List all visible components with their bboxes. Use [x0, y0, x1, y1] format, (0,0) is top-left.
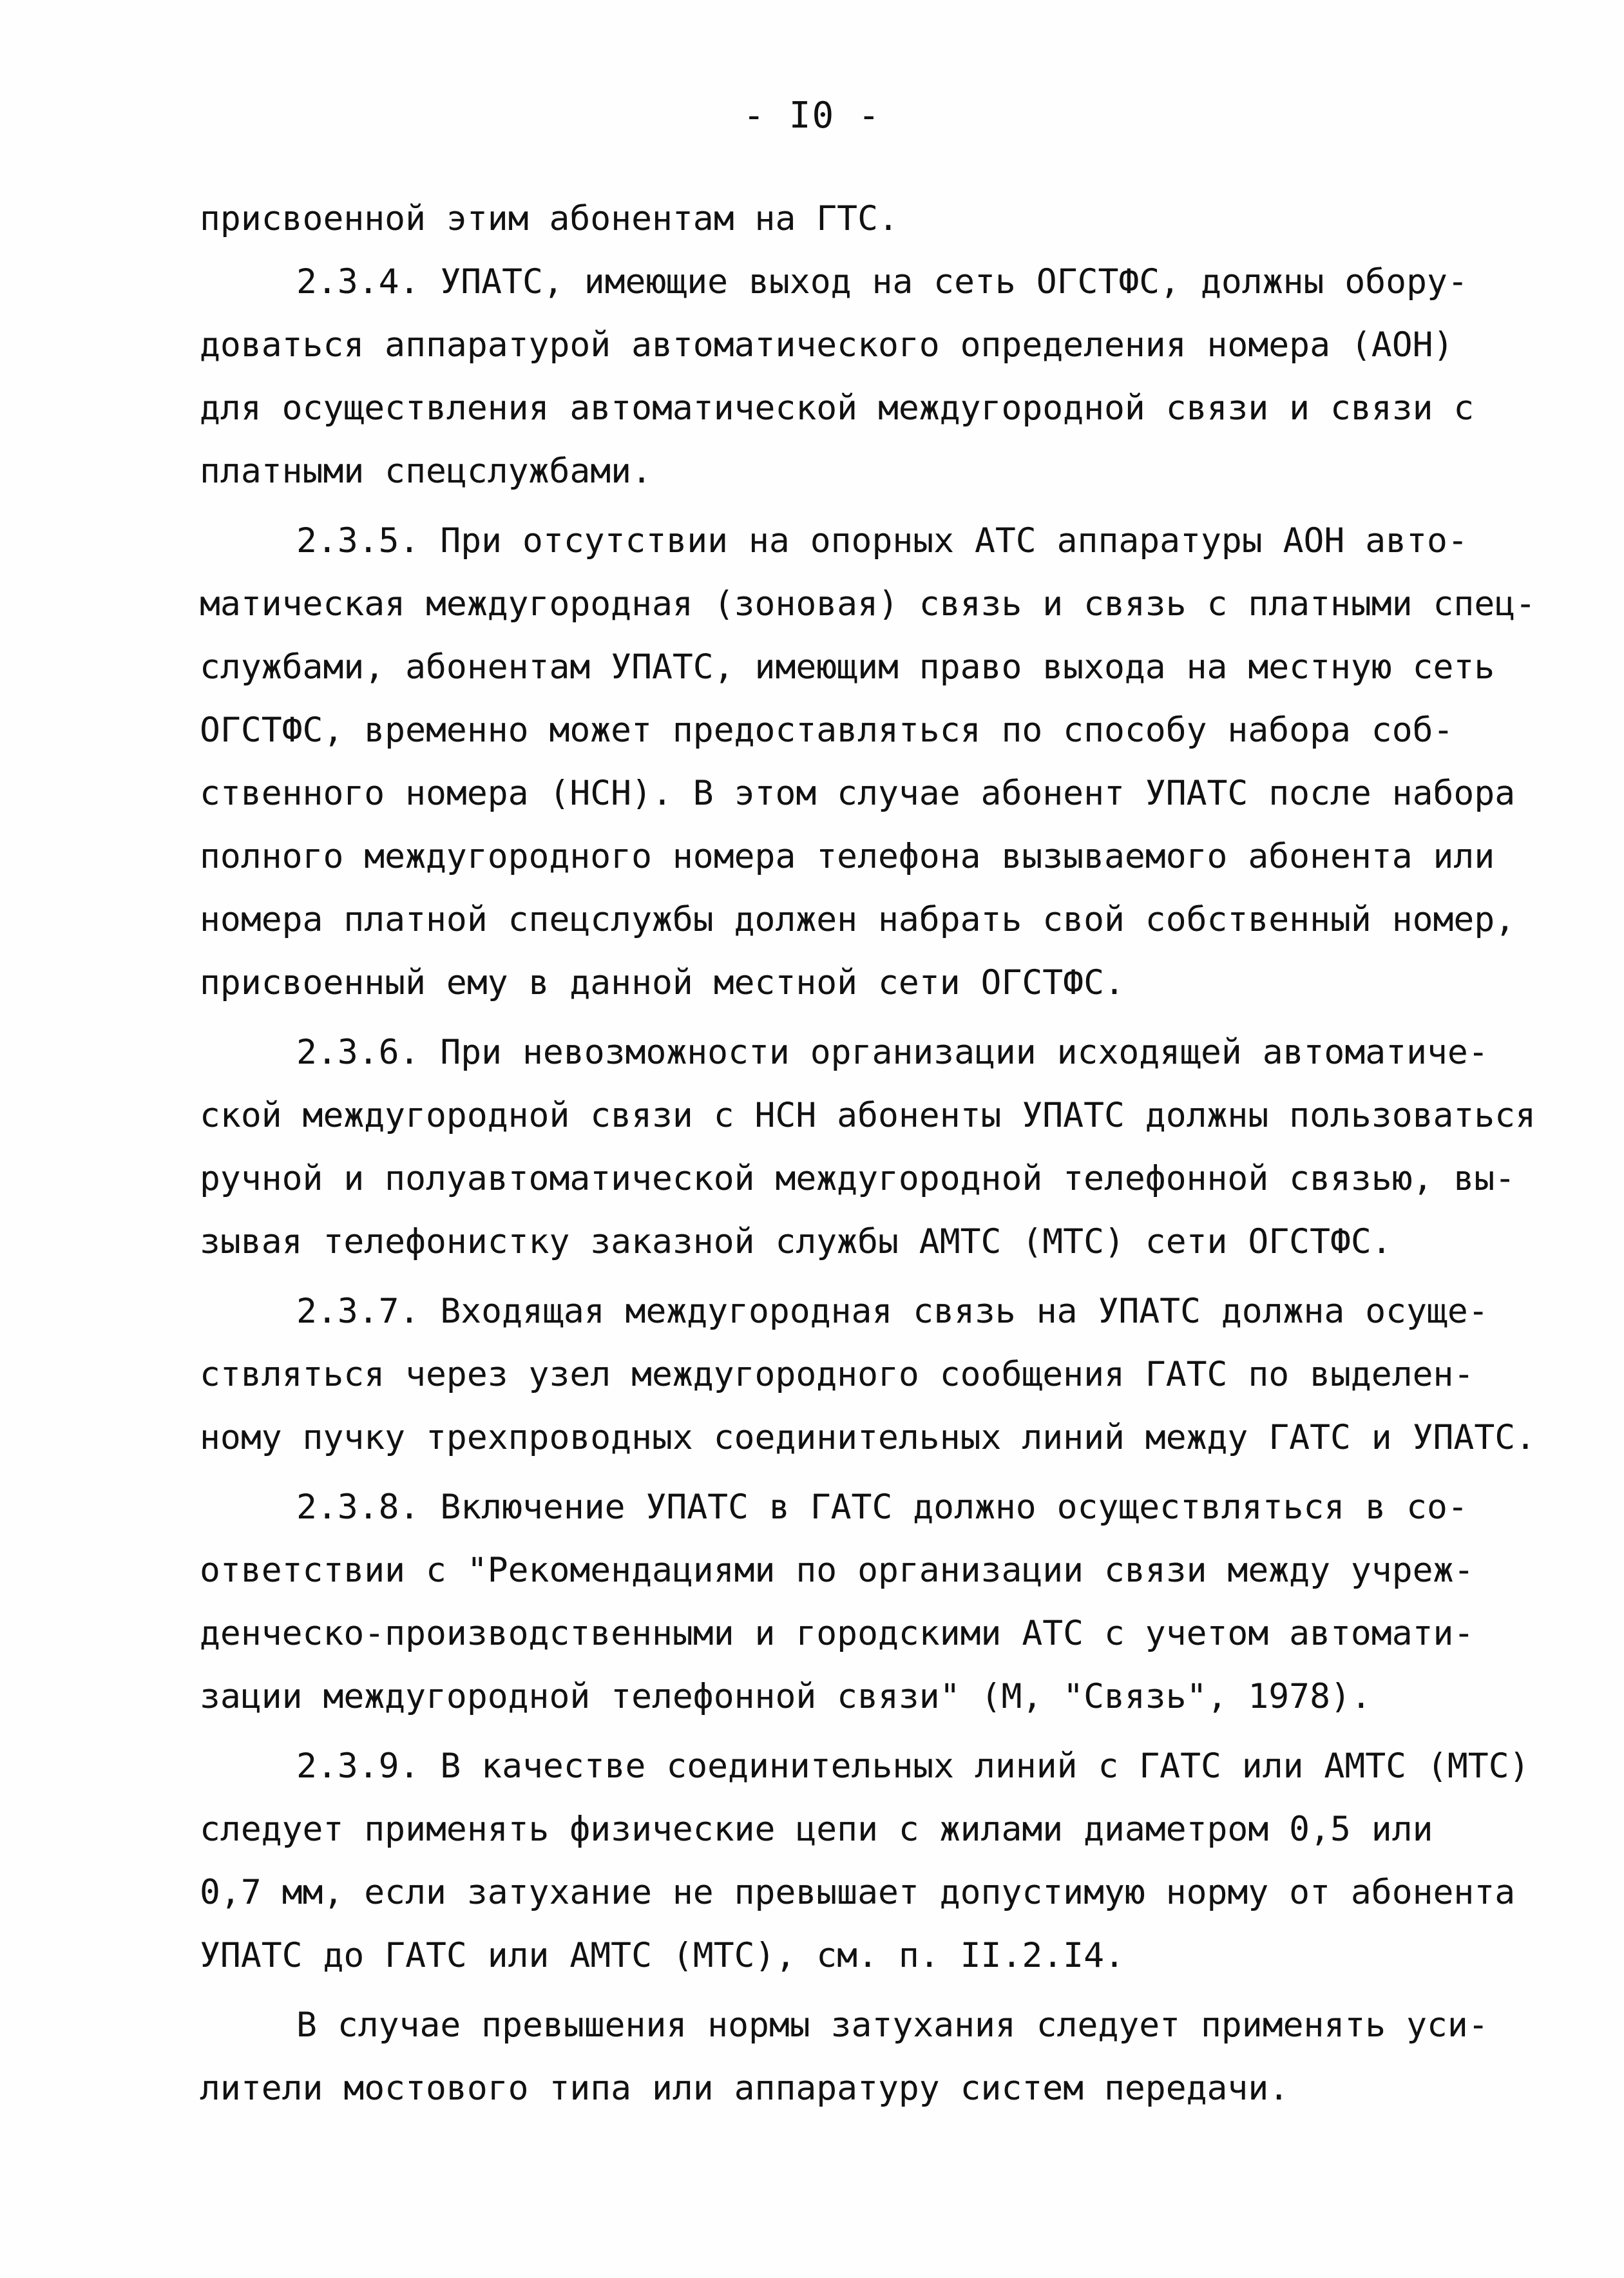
text-line: присвоенной этим абонентам на ГТС.: [200, 199, 899, 238]
text-line: платными спецслужбами.: [200, 452, 652, 491]
text-line: доваться аппаратурой автоматического определения номера (АОН): [200, 325, 1454, 365]
text-line: ному пучку трехпроводных соединительных линий между ГАТС и УПАТС.: [200, 1418, 1536, 1457]
page-number: - I0 -: [743, 95, 881, 137]
text-line: матическая междугородная (зоновая) связь и связь с платными спец-: [200, 584, 1536, 624]
text-line: полного междугородного номера телефона вызываемого абонента или: [200, 837, 1495, 876]
text-line: ответствии с "Рекомендациями по организации связи между учреж-: [200, 1551, 1475, 1590]
text-line: номера платной спецслужбы должен набрать свой собственный номер,: [200, 900, 1516, 939]
text-line: ствляться через узел междугородного сообщения ГАТС по выделен-: [200, 1355, 1475, 1394]
text-line: 2.3.8. Включение УПАТС в ГАТС должно осуществляться в со-: [296, 1488, 1468, 1527]
text-line: зывая телефонистку заказной службы АМТС (МТС) сети ОГСТФС.: [200, 1222, 1392, 1261]
text-line: ОГСТФС, временно может предоставляться по способу набора соб-: [200, 711, 1454, 750]
text-line: 2.3.9. В качестве соединительных линий с ГАТС или АМТС (МТС): [296, 1747, 1530, 1786]
text-line: ручной и полуавтоматической междугородной телефонной связью, вы-: [200, 1159, 1516, 1198]
text-line: зации междугородной телефонной связи" (М, "Связь", 1978).: [200, 1677, 1371, 1716]
text-line: 2.3.6. При невозможности организации исходящей автоматиче-: [296, 1033, 1489, 1072]
text-line: 2.3.4. УПАТС, имеющие выход на сеть ОГСТФС, должны обору-: [296, 262, 1468, 302]
text-line: денческо-производственными и городскими АТС с учетом автомати-: [200, 1614, 1475, 1653]
text-line: следует применять физические цепи с жилами диаметром 0,5 или: [200, 1810, 1433, 1849]
text-line: 0,7 мм, если затухание не превышает допустимую норму от абонента: [200, 1873, 1516, 1912]
text-line: В случае превышения нормы затухания следует применять уси-: [296, 2005, 1489, 2045]
text-line: лители мостового типа или аппаратуру систем передачи.: [200, 2069, 1290, 2108]
text-line: 2.3.7. Входящая междугородная связь на УПАТС должна осуще-: [296, 1292, 1489, 1331]
text-line: 2.3.5. При отсутствии на опорных АТС аппаратуры АОН авто-: [296, 521, 1468, 560]
text-line: присвоенный ему в данной местной сети ОГСТФС.: [200, 963, 1125, 1002]
text-line: ской междугородной связи с НСН абоненты УПАТС должны пользоваться: [200, 1096, 1536, 1135]
text-line: для осуществления автоматической междугородной связи и связи с: [200, 388, 1475, 428]
text-line: службами, абонентам УПАТС, имеющим право выхода на местную сеть: [200, 647, 1495, 687]
text-line: УПАТС до ГАТС или АМТС (МТС), см. п. II.2.I4.: [200, 1936, 1125, 1975]
text-line: ственного номера (НСН). В этом случае абонент УПАТС после набора: [200, 774, 1516, 813]
